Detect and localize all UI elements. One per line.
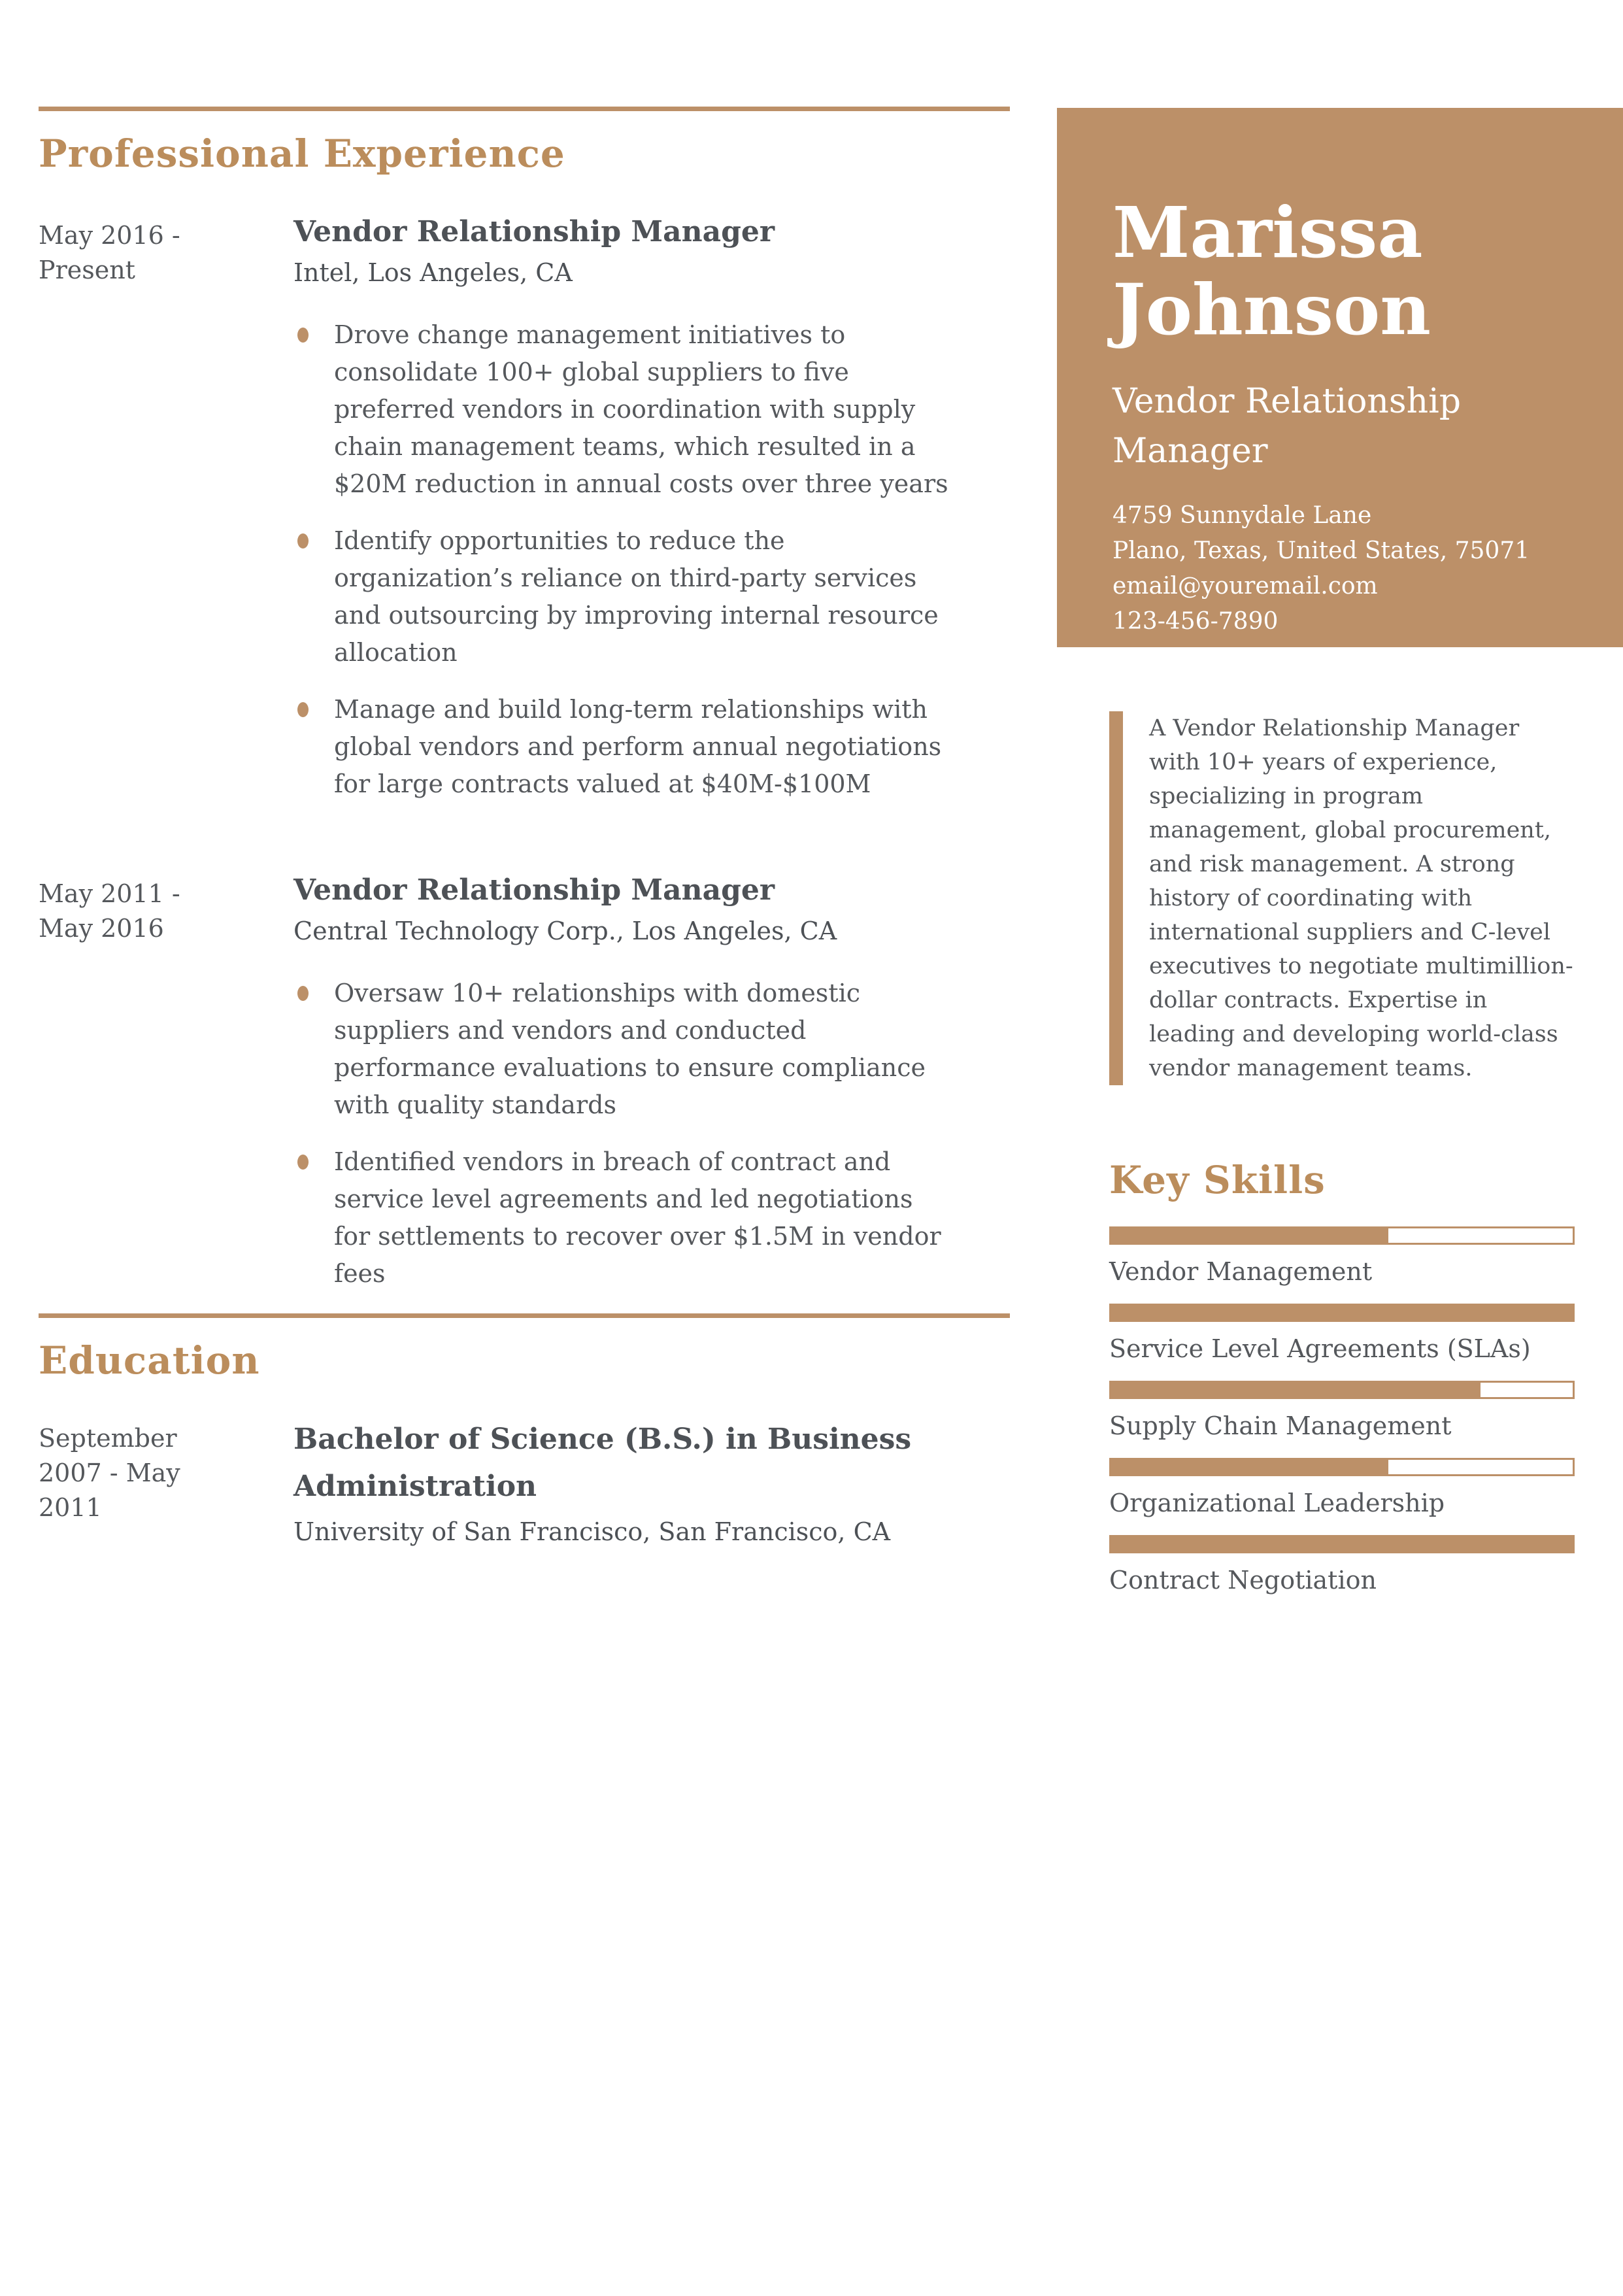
skill-item: [1109, 1226, 1575, 1289]
skill-level-fill: [1111, 1383, 1481, 1397]
main-column: [39, 0, 1010, 1548]
bullet-item: [293, 691, 954, 803]
job-company: Intel, Los Angeles, CA: [293, 258, 573, 287]
bullet-item: [293, 522, 954, 671]
experience-heading: Professional Experience: [39, 131, 565, 176]
job-main: [293, 213, 1010, 803]
skill-label: Vendor Management: [1109, 1257, 1373, 1286]
candidate-job-title: Vendor Relationship Manager: [1113, 382, 1461, 471]
skill-label: Contract Negotiation: [1109, 1566, 1377, 1595]
school-name: University of San Francisco, San Francisco, CA: [293, 1517, 891, 1546]
education-section: [39, 1313, 1010, 1548]
bullet-item: [293, 1143, 954, 1292]
bullet-text: Identify opportunities to reduce the organization’s reliance on third-party services and outsourcing by improving internal resource allocation: [334, 526, 939, 667]
job-title: Vendor Relationship Manager: [293, 215, 775, 248]
bullet-text: Manage and build long-term relationships with global vendors and perform annual negotiations for large contracts valued at $40M-$100M: [334, 695, 942, 798]
candidate-name: Marissa Johnson: [1113, 192, 1431, 351]
skill-item: [1109, 1458, 1575, 1521]
job-title: Vendor Relationship Manager: [293, 873, 775, 907]
section-divider: [39, 1313, 1010, 1318]
bullet-dot-icon: [297, 986, 309, 1001]
bullet-dot-icon: [297, 702, 309, 717]
skill-level-bar: [1109, 1304, 1575, 1322]
education-heading: Education: [39, 1338, 260, 1383]
skill-level-fill: [1111, 1306, 1573, 1320]
summary-text: A Vendor Relationship Manager with 10+ years of experience, specializing in program management, global procurement, and risk management. A strong history of coordinating with international suppliers and C-level executives to negotiate multimillion-dollar contracts. Expertise in leading and developing world-class vendor management teams.: [1149, 715, 1573, 1081]
sidebar: [1057, 0, 1623, 1598]
experience-section: [39, 107, 1010, 1292]
bullet-item: [293, 975, 954, 1124]
skill-level-bar: [1109, 1381, 1575, 1399]
job-entry: [39, 213, 1010, 803]
bullet-text: Oversaw 10+ relationships with domestic suppliers and vendors and conducted performance evaluations to ensure compliance with quality standards: [334, 979, 926, 1119]
skills-section: [1109, 1157, 1575, 1598]
bullet-text: Drove change management initiatives to consolidate 100+ global suppliers to five preferred vendors in coordination with supply chain management teams, which resulted in a $20M reduction in annual costs over three years: [334, 320, 948, 498]
phone-text: 123-456-7890: [1113, 608, 1279, 635]
skill-label: Service Level Agreements (SLAs): [1109, 1334, 1531, 1363]
skill-label: Organizational Leadership: [1109, 1489, 1445, 1517]
address-line2: Plano, Texas, United States, 75071: [1113, 537, 1530, 564]
skill-item: [1109, 1381, 1575, 1443]
job-bullets: [293, 975, 1010, 1292]
job-bullets: [293, 316, 1010, 803]
job-dates: May 2016 - Present: [39, 221, 180, 284]
education-dates: September 2007 - May 2011: [39, 1424, 180, 1522]
section-divider: [39, 107, 1010, 111]
degree-title: Bachelor of Science (B.S.) in Business Administration: [293, 1423, 912, 1503]
skill-item: [1109, 1304, 1575, 1366]
bullet-item: [293, 316, 954, 503]
skills-heading: Key Skills: [1109, 1158, 1326, 1202]
skill-level-bar: [1109, 1226, 1575, 1245]
job-main: [293, 871, 1010, 1292]
bullet-dot-icon: [297, 1155, 309, 1170]
education-entry: [39, 1416, 1010, 1548]
jobs-list: [39, 213, 1010, 1292]
skills-list: [1109, 1226, 1575, 1598]
contact-block: [1113, 498, 1584, 639]
job-dates: May 2011 - May 2016: [39, 879, 180, 943]
header-box: [1057, 108, 1623, 647]
skill-level-fill: [1111, 1460, 1388, 1474]
job-company: Central Technology Corp., Los Angeles, CA: [293, 917, 837, 945]
email-text: email@youremail.com: [1113, 573, 1378, 599]
education-main: [293, 1416, 1010, 1548]
summary-block: [1109, 711, 1575, 1085]
skill-level-bar: [1109, 1458, 1575, 1476]
bullet-dot-icon: [297, 328, 309, 343]
skill-level-bar: [1109, 1535, 1575, 1553]
bullet-text: Identified vendors in breach of contract and service level agreements and led negotiations for settlements to recover over $1.5M in vendor fees: [334, 1147, 941, 1288]
address-line1: 4759 Sunnydale Lane: [1113, 502, 1372, 529]
skill-item: [1109, 1535, 1575, 1598]
skill-label: Supply Chain Management: [1109, 1411, 1452, 1440]
skill-level-fill: [1111, 1228, 1388, 1243]
bullet-dot-icon: [297, 533, 309, 549]
skill-level-fill: [1111, 1537, 1573, 1551]
job-entry: [39, 871, 1010, 1292]
